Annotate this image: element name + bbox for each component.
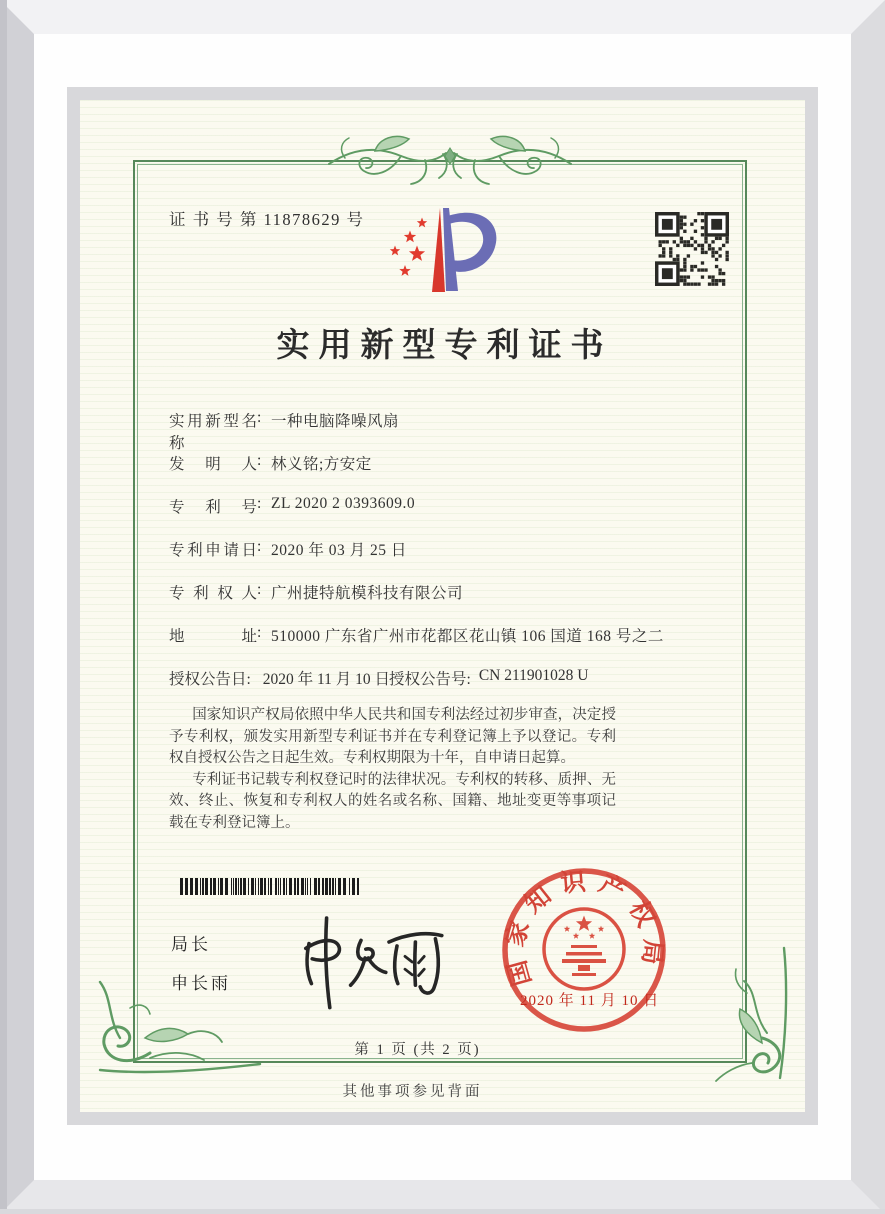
national-emblem <box>544 909 624 989</box>
logo-star <box>417 218 427 228</box>
grant-number-value: CN 211901028 U <box>478 667 589 684</box>
grant-date-value: 2020 年 11 月 10 日 <box>262 671 390 688</box>
field-colon: : <box>257 538 262 555</box>
frame-edge-bottom <box>0 1209 885 1214</box>
cnipa-logo-icon <box>382 202 504 300</box>
seal-arc-text <box>499 865 669 1003</box>
signer-name: 申长雨 <box>171 974 231 993</box>
field-label: 地址 <box>169 628 257 645</box>
logo-spire <box>432 208 445 292</box>
field-list <box>169 409 719 710</box>
field-colon: : <box>257 409 262 426</box>
field-value: 林义铭;方安定 <box>271 456 372 473</box>
field-row-filing-date <box>169 538 719 581</box>
certificate-title: 实用新型专利证书 <box>276 328 613 364</box>
legal-paragraph-1: 国家知识产权局依照中华人民共和国专利法经过初步审查，决定授予专利权，颁发实用新型专利证书并在专利登记簿上予以登记。专利权自授权公告之日起生效。专利权期限为十年，自申请日起算。 <box>169 707 616 766</box>
qr-code <box>655 212 729 286</box>
field-value: 一种电脑降噪风扇 <box>271 413 400 430</box>
top-dragon-ornament-icon <box>325 120 575 204</box>
field-colon: : <box>257 452 262 469</box>
svg-text:国家知识产权局: 国家知识产权局 <box>501 867 667 989</box>
qr-finder-tr <box>704 212 729 237</box>
field-value: ZL 2020 2 0393609.0 <box>271 495 416 512</box>
field-row-inventor <box>169 452 719 495</box>
mat-board <box>67 87 818 1125</box>
legal-text <box>169 705 616 834</box>
field-value: 2020 年 03 月 25 日 <box>271 542 407 559</box>
grant-number-label: 授权公告号: <box>389 671 471 688</box>
logo-star <box>404 231 416 243</box>
certificate-border <box>133 160 747 1063</box>
qr-finder-tl <box>655 212 680 237</box>
field-colon: : <box>257 495 262 512</box>
certificate-number: 证 书 号 第 11878629 号 <box>169 210 365 229</box>
field-value: 广州捷特航模科技有限公司 <box>271 585 464 602</box>
qr-finder-bl <box>655 261 680 286</box>
legal-paragraph-2: 专利证书记载专利权登记时的法律状况。专利权的转移、质押、无效、终止、恢复和专利权人的姓名或名称、国籍、地址变更等事项记载在专利登记簿上。 <box>169 771 616 831</box>
page-number: 第 1 页 (共 2 页) <box>354 1042 481 1058</box>
back-side-note: 其他事项参见背面 <box>342 1084 483 1100</box>
field-label: 专利号 <box>169 499 257 516</box>
logo-p-bowl <box>448 213 496 272</box>
grant-date-label: 授权公告日: <box>169 671 251 688</box>
field-label: 实用新型名称 <box>169 413 257 452</box>
field-row-grant <box>169 667 719 710</box>
field-row-address <box>169 624 719 667</box>
handwritten-signature <box>285 910 445 1010</box>
field-row-patent-no <box>169 495 719 538</box>
field-row-patentee <box>169 581 719 624</box>
field-row-name <box>169 409 719 452</box>
signer-title: 局长 <box>171 935 211 954</box>
frame-edge-left <box>0 0 7 1214</box>
bottom-right-flourish-icon <box>692 943 792 1083</box>
field-colon: : <box>257 581 262 598</box>
field-label: 发明人 <box>169 456 257 473</box>
logo-star <box>390 246 400 256</box>
grant-date-group <box>169 667 390 689</box>
grant-number-group <box>389 667 588 689</box>
field-label: 专利权人 <box>169 585 257 602</box>
certificate-paper <box>80 100 805 1112</box>
logo-star <box>399 265 410 276</box>
logo-star <box>409 246 425 261</box>
field-colon: : <box>257 624 262 641</box>
field-value: 510000 广东省广州市花都区花山镇 106 国道 168 号之二 <box>271 628 664 645</box>
bottom-left-flourish-icon <box>90 978 265 1078</box>
barcode <box>180 878 362 895</box>
seal-date: 2020 年 11 月 10 日 <box>520 993 660 1009</box>
field-label: 专利申请日 <box>169 542 257 559</box>
